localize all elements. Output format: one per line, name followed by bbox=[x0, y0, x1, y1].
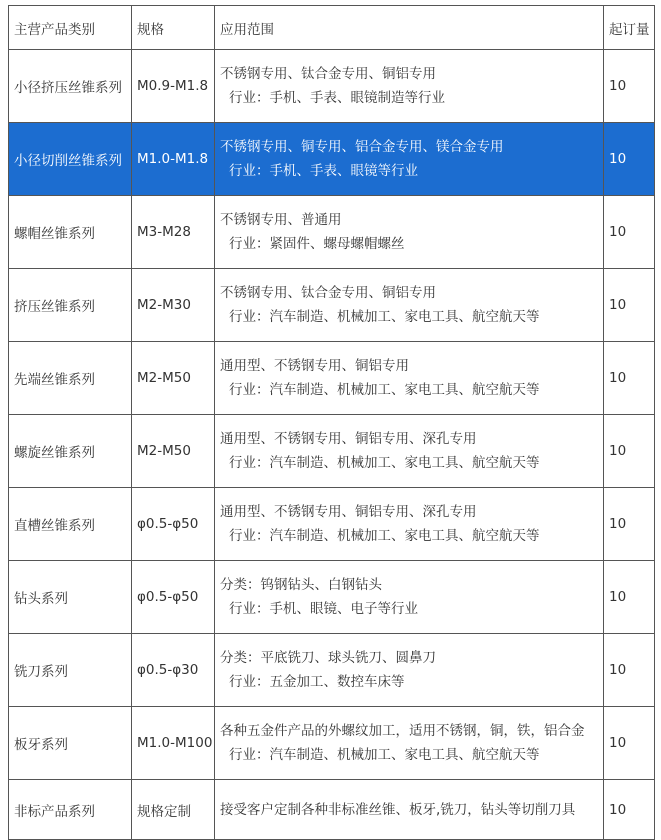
cell-category: 小径切削丝锥系列 bbox=[9, 123, 132, 196]
cell-category: 小径挤压丝锥系列 bbox=[9, 50, 132, 123]
cell-category: 直槽丝锥系列 bbox=[9, 488, 132, 561]
cell-spec: M0.9-M1.8 bbox=[132, 50, 215, 123]
cell-moq: 10 bbox=[604, 634, 655, 707]
table-row bbox=[9, 269, 655, 342]
cell-spec: M2-M50 bbox=[132, 415, 215, 488]
cell-application bbox=[215, 123, 604, 196]
cell-category: 铣刀系列 bbox=[9, 634, 132, 707]
table-row bbox=[9, 634, 655, 707]
industry-line: 行业：手机、手表、眼镜等行业 bbox=[229, 163, 418, 179]
industry-line: 行业：汽车制造、机械加工、家电工具、航空航天等 bbox=[229, 455, 540, 471]
industry-line: 行业：五金加工、数控车床等 bbox=[229, 674, 405, 690]
application-line: 通用型、不锈钢专用、铜铝专用、深孔专用 bbox=[220, 504, 477, 520]
table-header-row bbox=[9, 6, 655, 50]
application-line: 不锈钢专用、钛合金专用、铜铝专用 bbox=[220, 66, 436, 82]
table-row bbox=[9, 707, 655, 780]
cell-category: 先端丝锥系列 bbox=[9, 342, 132, 415]
application-line: 不锈钢专用、普通用 bbox=[220, 212, 342, 228]
cell-moq: 10 bbox=[604, 196, 655, 269]
cell-application bbox=[215, 269, 604, 342]
industry-line: 行业：汽车制造、机械加工、家电工具、航空航天等 bbox=[229, 309, 540, 325]
cell-application bbox=[215, 634, 604, 707]
cell-category: 钻头系列 bbox=[9, 561, 132, 634]
table-row bbox=[9, 196, 655, 269]
application-line: 不锈钢专用、铜专用、铝合金专用、镁合金专用 bbox=[220, 139, 504, 155]
cell-moq: 10 bbox=[604, 415, 655, 488]
industry-line: 行业：手机、眼镜、电子等行业 bbox=[229, 601, 418, 617]
industry-line: 行业：汽车制造、机械加工、家电工具、航空航天等 bbox=[229, 528, 540, 544]
industry-line: 行业：手机、手表、眼镜制造等行业 bbox=[229, 90, 445, 106]
cell-moq: 10 bbox=[604, 488, 655, 561]
application-line: 通用型、不锈钢专用、铜铝专用、深孔专用 bbox=[220, 431, 477, 447]
cell-application bbox=[215, 488, 604, 561]
cell-moq: 10 bbox=[604, 269, 655, 342]
cell-application bbox=[215, 196, 604, 269]
cell-moq: 10 bbox=[604, 780, 655, 840]
product-table bbox=[8, 5, 655, 840]
header-spec: 规格 bbox=[132, 6, 215, 50]
cell-category: 非标产品系列 bbox=[9, 780, 132, 840]
cell-category: 螺帽丝锥系列 bbox=[9, 196, 132, 269]
cell-moq: 10 bbox=[604, 342, 655, 415]
application-line: 通用型、不锈钢专用、铜铝专用 bbox=[220, 358, 409, 374]
cell-spec: M2-M50 bbox=[132, 342, 215, 415]
cell-spec: φ0.5-φ50 bbox=[132, 561, 215, 634]
cell-spec: φ0.5-φ30 bbox=[132, 634, 215, 707]
cell-spec: M1.0-M1.8 bbox=[132, 123, 215, 196]
table-row-selected[interactable] bbox=[9, 123, 655, 196]
application-line: 接受客户定制各种非标准丝锥、板牙,铣刀，钻头等切削刀具 bbox=[220, 801, 576, 818]
header-moq: 起订量 bbox=[604, 6, 655, 50]
header-category: 主营产品类别 bbox=[9, 6, 132, 50]
application-line: 各种五金件产品的外螺纹加工，适用不锈钢，铜，铁，铝合金 bbox=[220, 723, 585, 739]
cell-category: 挤压丝锥系列 bbox=[9, 269, 132, 342]
cell-spec: M1.0-M100 bbox=[132, 707, 215, 780]
industry-line: 行业：汽车制造、机械加工、家电工具、航空航天等 bbox=[229, 747, 540, 763]
cell-application bbox=[215, 707, 604, 780]
industry-line: 行业：汽车制造、机械加工、家电工具、航空航天等 bbox=[229, 382, 540, 398]
cell-spec: M2-M30 bbox=[132, 269, 215, 342]
table-row bbox=[9, 561, 655, 634]
industry-line: 行业：紧固件、螺母螺帽螺丝 bbox=[229, 236, 405, 252]
table-row bbox=[9, 780, 655, 840]
cell-application bbox=[215, 50, 604, 123]
table-row bbox=[9, 342, 655, 415]
cell-moq: 10 bbox=[604, 561, 655, 634]
cell-moq: 10 bbox=[604, 123, 655, 196]
table-row bbox=[9, 488, 655, 561]
cell-category: 板牙系列 bbox=[9, 707, 132, 780]
cell-spec: φ0.5-φ50 bbox=[132, 488, 215, 561]
cell-application bbox=[215, 342, 604, 415]
cell-application bbox=[215, 415, 604, 488]
cell-application bbox=[215, 561, 604, 634]
cell-spec: 规格定制 bbox=[132, 780, 215, 840]
cell-moq: 10 bbox=[604, 50, 655, 123]
application-line: 不锈钢专用、钛合金专用、铜铝专用 bbox=[220, 285, 436, 301]
table-row bbox=[9, 415, 655, 488]
cell-category: 螺旋丝锥系列 bbox=[9, 415, 132, 488]
cell-application bbox=[215, 780, 604, 840]
application-line: 分类：平底铣刀、球头铣刀、圆鼻刀 bbox=[220, 650, 436, 666]
application-line: 分类：钨钢钻头、白钢钻头 bbox=[220, 577, 382, 593]
cell-moq: 10 bbox=[604, 707, 655, 780]
table-row bbox=[9, 50, 655, 123]
header-application: 应用范围 bbox=[215, 6, 604, 50]
cell-spec: M3-M28 bbox=[132, 196, 215, 269]
